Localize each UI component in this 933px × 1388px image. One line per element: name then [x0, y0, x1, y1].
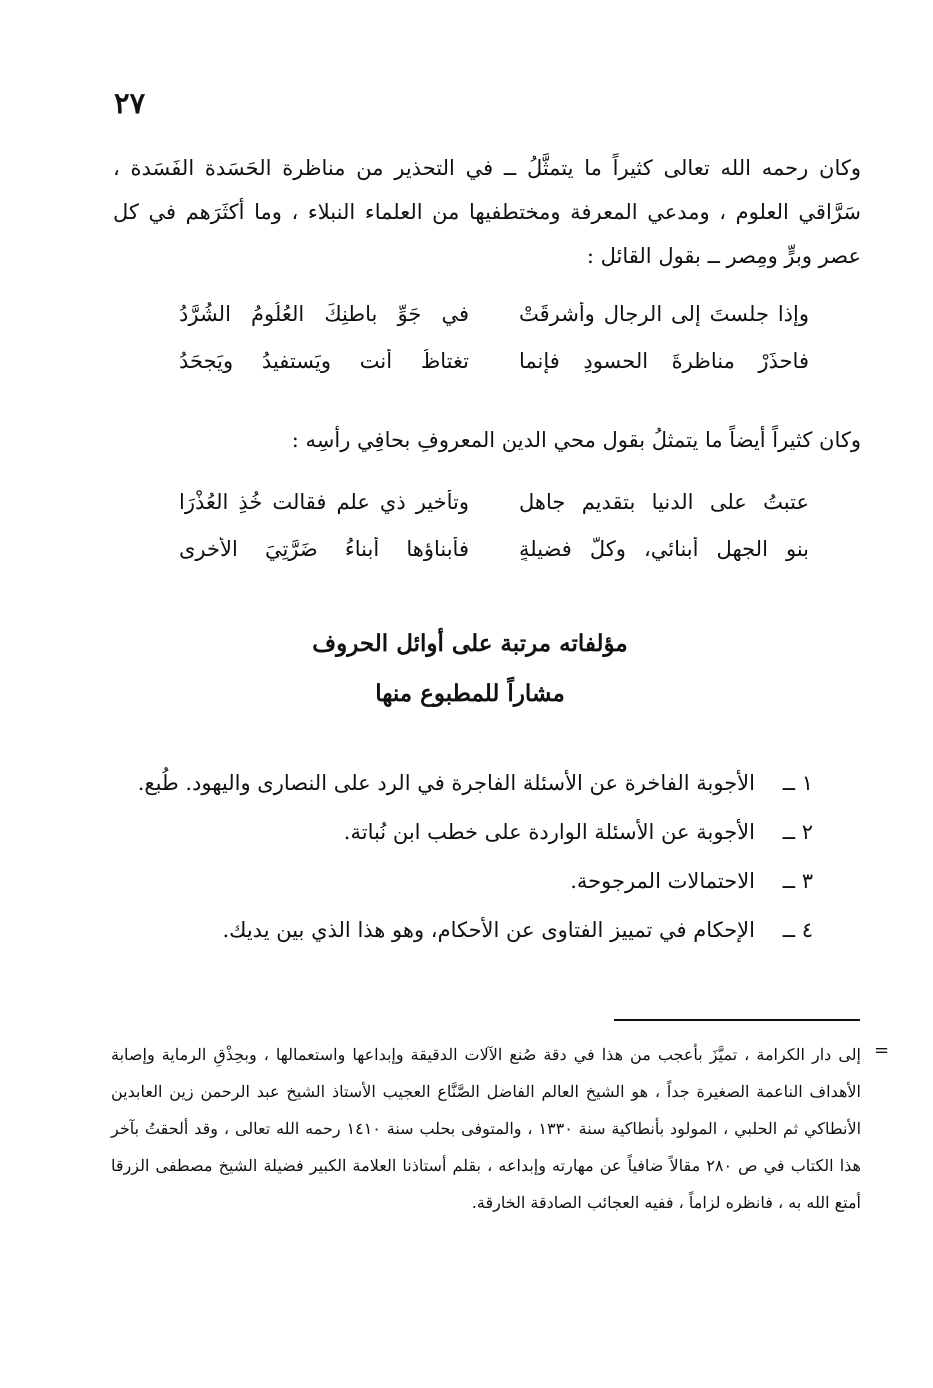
- verses-block-1: [179, 290, 809, 384]
- verse-first-hemistich: فاحذَرْ مناظرةَ الحسودِ فإنما: [519, 348, 809, 373]
- verses-block-2: [179, 478, 809, 572]
- list-item: [123, 860, 813, 902]
- intro-paragraph: وكان رحمه الله تعالى كثيراً ما يتمثَّلُ ــ في التحذير من مناظرة الحَسَدة الفَسَدة ، سَرَّاقي العلوم ، ومدعي المعرفة ومختطفيها من العلماء النبلاء ، وما أكثَرَهم في كل عصر وبرٍّ ومِصر ــ بقول القائل :: [113, 156, 861, 268]
- verse-second-hemistich: تغتاظُ أنت ويَستفيدُ ويَجحَدُ: [179, 348, 469, 373]
- footnote-divider: [614, 1019, 860, 1021]
- verse-second-hemistich: وتأخيرِ ذي علم فقالت خُذِ العُذْرَا: [179, 489, 469, 514]
- item-number: ١ ــ: [782, 771, 813, 795]
- item-number: ٣ ــ: [782, 869, 813, 893]
- verse-first-hemistich: عتبتُ على الدنيا بتقديم جاهل: [519, 489, 809, 514]
- list-item: [123, 909, 813, 951]
- item-text: الأجوبة الفاخرة عن الأسئلة الفاجرة في الرد على النصارى واليهود. طُبع.: [137, 771, 755, 795]
- verse-line: [179, 525, 809, 572]
- verse-line: [179, 337, 809, 384]
- section-subheading: مشاراً للمطبوع منها: [375, 680, 565, 707]
- item-text: الإحكام في تمييز الفتاوى عن الأحكام، وهو هذا الذي بين يديك.: [222, 918, 755, 942]
- verse-line: [179, 478, 809, 525]
- verse-first-hemistich: بنو الجهلِ أبنائي، وكلُّ فضيلةٍ: [519, 536, 809, 561]
- verse-second-hemistich: فأبناؤها أبناءُ ضَرَّتِيَ الأخرى: [179, 536, 469, 561]
- footnote-text: إلى دار الكرامة ، تميَّزَ بأعجب من هذا في دقة صُنع الآلات الدقيقة وإبداعها واستعمالها ، وبحِذْقِ الرماية وإصابة الأهداف الناعمة الصغيرة جداً ، هو الشيخ العالم الفاضل الصَّنَّاع العجيب الأستاذ الشيخ عبد الرحمن زين العابدين الأنطاكي ثم الحلبي ، المولود بأنطاكية سنة ١٣٣٠ ، والمتوفى بحلب سنة ١٤١٠ رحمه الله تعالى ، وقد ألحقتُ بآخر هذا الكتاب في ص ٢٨٠ مقالاً ضافياً عن مهارته وإبداعه ، بقلم أستاذنا العلامة الكبير فضيلة الشيخ مصطفى الزرقا أمتع الله به ، فانظره لزاماً ، ففيه العجائب الصادقة الخارقة.: [111, 1045, 862, 1212]
- verse-second-hemistich: في جَوِّ باطنِكَ العُلُومُ الشُرَّدُ: [179, 301, 469, 326]
- list-item: [123, 811, 813, 853]
- verse-line: [179, 290, 809, 337]
- list-item: [123, 762, 813, 804]
- second-paragraph: وكان كثيراً أيضاً ما يتمثلُ بقول محي الدين المعروفِ بحافِي رأسِه :: [291, 428, 861, 452]
- item-number: ٤ ــ: [782, 918, 813, 942]
- footnote-continuation-marker: =: [874, 1040, 890, 1061]
- works-list: [123, 762, 813, 958]
- item-number: ٢ ــ: [782, 820, 813, 844]
- item-text: الاحتمالات المرجوحة.: [570, 869, 755, 893]
- verse-first-hemistich: وإذا جلستَ إلى الرجالِ وأشرقَتْ: [519, 301, 809, 326]
- item-text: الأجوبة عن الأسئلة الواردة على خطب ابن نُباتة.: [343, 820, 755, 844]
- section-heading: مؤلفاته مرتبة على أوائل الحروف: [312, 630, 628, 657]
- page-number: ٢٧: [114, 86, 146, 120]
